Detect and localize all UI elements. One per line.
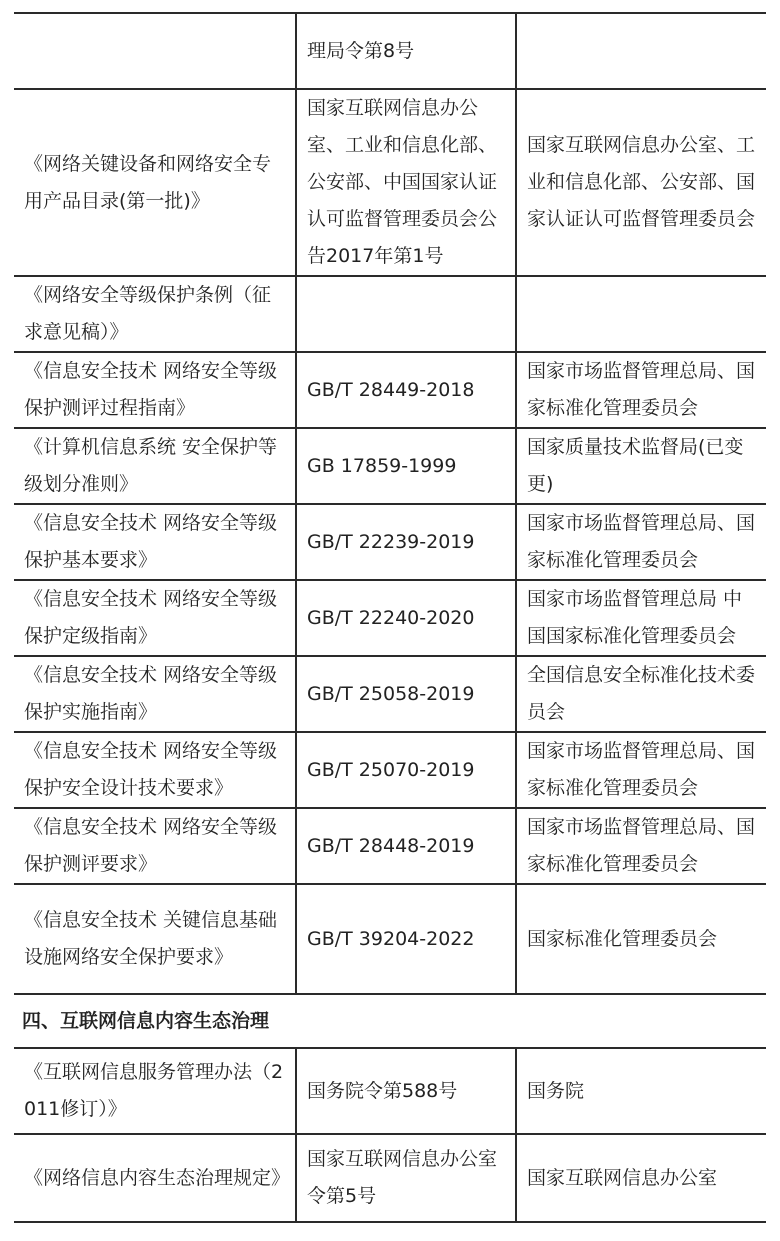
issuing-authority-cell: 国家互联网信息办公室: [516, 1134, 766, 1222]
table-row: [14, 884, 766, 994]
table-row: [14, 732, 766, 808]
issuing-authority-cell: 国家质量技术监督局(已变更): [516, 428, 766, 504]
document-number-cell: GB/T 25058-2019: [296, 656, 516, 732]
document-number-cell: GB/T 39204-2022: [296, 884, 516, 994]
table-row: [14, 13, 766, 89]
issuing-authority-cell: 国家市场监督管理总局 中国国家标准化管理委员会: [516, 580, 766, 656]
issuing-authority-cell: [516, 276, 766, 352]
table-row: [14, 1134, 766, 1222]
regulation-name-cell: 《网络关键设备和网络安全专用产品目录(第一批)》: [14, 89, 296, 276]
regulation-name-cell: 《信息安全技术 网络安全等级保护测评过程指南》: [14, 352, 296, 428]
table-row: [14, 656, 766, 732]
table-row: [14, 808, 766, 884]
issuing-authority-cell: 国务院: [516, 1048, 766, 1134]
regulation-name-cell: 《网络安全等级保护条例（征求意见稿）》: [14, 276, 296, 352]
table-row: [14, 89, 766, 276]
table-row: [14, 428, 766, 504]
issuing-authority-cell: 国家市场监督管理总局、国家标准化管理委员会: [516, 504, 766, 580]
document-number-cell: 国务院令第588号: [296, 1048, 516, 1134]
regulation-name-cell: 《信息安全技术 网络安全等级保护实施指南》: [14, 656, 296, 732]
document-number-cell: 国家互联网信息办公室令第5号: [296, 1134, 516, 1222]
issuing-authority-cell: 国家市场监督管理总局、国家标准化管理委员会: [516, 808, 766, 884]
regulation-name-cell: 《信息安全技术 网络安全等级保护安全设计技术要求》: [14, 732, 296, 808]
regulation-name-cell: 《信息安全技术 网络安全等级保护定级指南》: [14, 580, 296, 656]
document-number-cell: 国家互联网信息办公室、工业和信息化部、公安部、中国国家认证认可监督管理委员会公告2017年第1号: [296, 89, 516, 276]
issuing-authority-cell: 国家标准化管理委员会: [516, 884, 766, 994]
regulation-name-cell: [14, 13, 296, 89]
document-number-cell: GB 17859-1999: [296, 428, 516, 504]
document-number-cell: GB/T 22240-2020: [296, 580, 516, 656]
regulation-name-cell: 《信息安全技术 网络安全等级保护基本要求》: [14, 504, 296, 580]
table-row: [14, 1048, 766, 1134]
document-number-cell: GB/T 28448-2019: [296, 808, 516, 884]
document-number-cell: 理局令第8号: [296, 13, 516, 89]
regulations-table: [14, 12, 766, 995]
table-row: [14, 276, 766, 352]
regulation-name-cell: 《互联网信息服务管理办法（2011修订）》: [14, 1048, 296, 1134]
issuing-authority-cell: 国家市场监督管理总局、国家标准化管理委员会: [516, 732, 766, 808]
document-number-cell: GB/T 28449-2018: [296, 352, 516, 428]
document-number-cell: GB/T 25070-2019: [296, 732, 516, 808]
regulation-name-cell: 《计算机信息系统 安全保护等级划分准则》: [14, 428, 296, 504]
regulation-name-cell: 《网络信息内容生态治理规定》: [14, 1134, 296, 1222]
document-number-cell: GB/T 22239-2019: [296, 504, 516, 580]
table-row: [14, 580, 766, 656]
issuing-authority-cell: [516, 13, 766, 89]
issuing-authority-cell: 国家市场监督管理总局、国家标准化管理委员会: [516, 352, 766, 428]
section-heading: 四、互联网信息内容生态治理: [22, 1010, 270, 1032]
issuing-authority-cell: 全国信息安全标准化技术委员会: [516, 656, 766, 732]
table-row: [14, 352, 766, 428]
issuing-authority-cell: 国家互联网信息办公室、工业和信息化部、公安部、国家认证认可监督管理委员会: [516, 89, 766, 276]
regulation-name-cell: 《信息安全技术 关键信息基础设施网络安全保护要求》: [14, 884, 296, 994]
content-governance-table: [14, 1047, 766, 1223]
table-row: [14, 504, 766, 580]
regulation-name-cell: 《信息安全技术 网络安全等级保护测评要求》: [14, 808, 296, 884]
document-number-cell: [296, 276, 516, 352]
